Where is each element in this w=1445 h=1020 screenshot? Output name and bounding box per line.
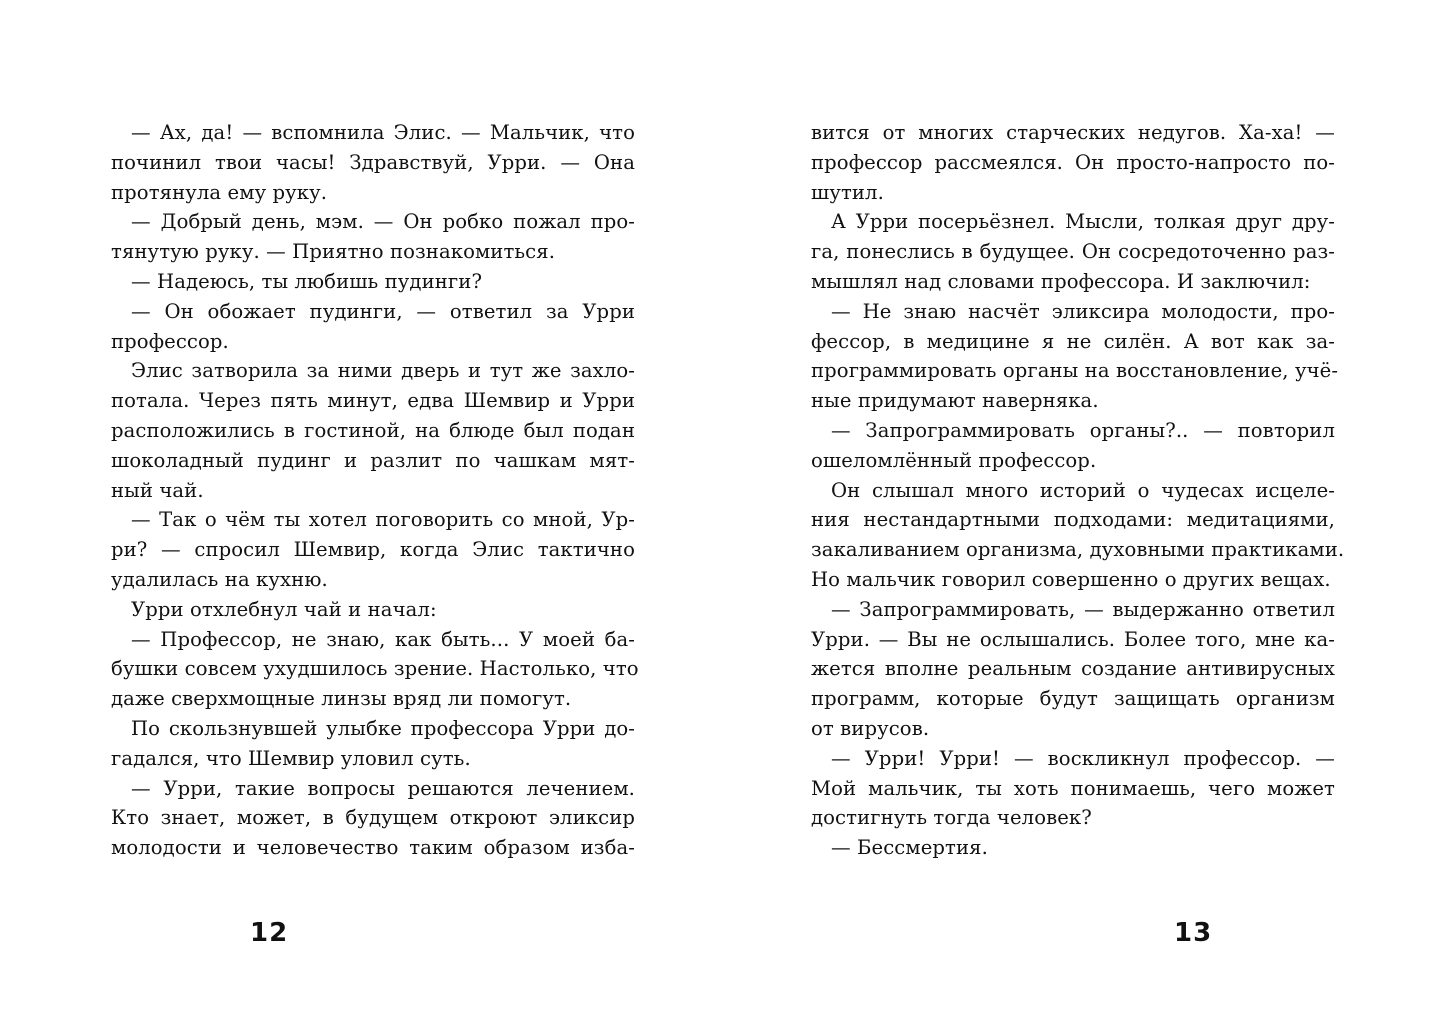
text-line: закаливанием организма, духовными практиками.: [811, 538, 1345, 562]
text-line: шоколадный пудинг и разлит по чашкам мят-: [111, 448, 635, 472]
text-line: мышлял над словами профессора. И заключил:: [811, 269, 1311, 293]
text-line: ри? — спросил Шемвир, когда Элис тактично: [111, 538, 635, 562]
text-line: Но мальчик говорил совершенно о других вещах.: [811, 567, 1331, 591]
text-line: — Так о чём ты хотел поговорить со мной, Ур-: [131, 508, 635, 532]
text-line: протянула ему руку.: [111, 180, 328, 204]
text-line: вится от многих старческих недугов. Ха-ха! —: [811, 121, 1335, 144]
text-line: починил твои часы! Здравствуй, Урри. — Она: [111, 150, 635, 174]
text-line: По скользнувшей улыбке профессора Урри до-: [131, 716, 635, 740]
text-line: профессор рассмеялся. Он просто-напросто по-: [811, 150, 1335, 174]
text-line: га, понеслись в будущее. Он сосредоточенно раз-: [811, 240, 1335, 264]
text-line: — Не знаю насчёт эликсира молодости, про-: [831, 299, 1335, 323]
text-line: ошеломлённый профессор.: [811, 448, 1097, 472]
right-page: [722, 0, 1445, 1020]
text-line: Он слышал много историй о чудесах исцеле-: [831, 478, 1335, 502]
text-line: — Бессмертия.: [831, 836, 988, 860]
text-line: гадался, что Шемвир уловил суть.: [111, 746, 471, 770]
right-page-number: 13: [1174, 918, 1213, 948]
text-line: профессор.: [111, 329, 229, 353]
text-line: ные придумают наверняка.: [811, 389, 1099, 413]
text-line: Элис затворила за ними дверь и тут же захло-: [131, 359, 635, 383]
text-line: программ, которые будут защищать организм: [811, 687, 1335, 711]
text-line: шутил.: [811, 180, 884, 204]
text-line: Урри отхлебнул чай и начал:: [131, 597, 437, 621]
text-line: достигнуть тогда человек?: [811, 806, 1092, 830]
text-line: Мой мальчик, ты хоть понимаешь, чего может: [811, 776, 1335, 800]
text-line: удалилась на кухню.: [111, 567, 328, 591]
text-line: фессор, в медицине я не силён. А вот как за-: [811, 329, 1335, 353]
right-page-text: [811, 118, 1345, 863]
text-line: тянутую руку. — Приятно познакомиться.: [111, 240, 556, 264]
text-line: расположились в гостиной, на блюде был подан: [111, 418, 635, 442]
text-line: А Урри посерьёзнел. Мысли, толкая друг дру-: [831, 210, 1335, 234]
text-line: — Он обожает пудинги, — ответил за Урри: [131, 299, 635, 323]
text-line: бушки совсем ухудшилось зрение. Настолько, что: [111, 657, 639, 681]
text-line: жется вполне реальным создание антивирусных: [811, 657, 1335, 681]
text-line: — Добрый день, мэм. — Он робко пожал про-: [131, 210, 635, 234]
left-page-number: 12: [250, 918, 289, 948]
text-line: даже сверхмощные линзы вряд ли помогут.: [111, 687, 572, 711]
left-page: [0, 0, 722, 1020]
text-line: — Ах, да! — вспомнила Элис. — Мальчик, что: [131, 121, 635, 144]
text-line: Урри. — Вы не ослышались. Более того, мне ка-: [811, 627, 1335, 651]
text-line: — Профессор, не знаю, как быть... У моей ба-: [131, 627, 635, 651]
text-line: ный чай.: [111, 478, 204, 502]
text-line: — Урри, такие вопросы решаются лечением.: [131, 776, 635, 800]
text-line: — Урри! Урри! — воскликнул профессор. —: [831, 746, 1335, 770]
text-line: — Надеюсь, ты любишь пудинги?: [131, 269, 483, 293]
text-line: — Запрограммировать органы?.. — повторил: [831, 418, 1335, 442]
text-line: ния нестандартными подходами: медитациями,: [811, 508, 1335, 532]
text-line: молодости и человечество таким образом изба-: [111, 836, 635, 860]
text-line: — Запрограммировать, — выдержанно ответил: [831, 597, 1335, 621]
left-page-text: [111, 118, 639, 863]
text-line: от вирусов.: [811, 716, 930, 740]
text-line: Кто знает, может, в будущем откроют эликсир: [111, 806, 635, 830]
text-line: программировать органы на восстановление, учё-: [811, 359, 1339, 383]
text-line: потала. Через пять минут, едва Шемвир и Урри: [111, 389, 635, 413]
